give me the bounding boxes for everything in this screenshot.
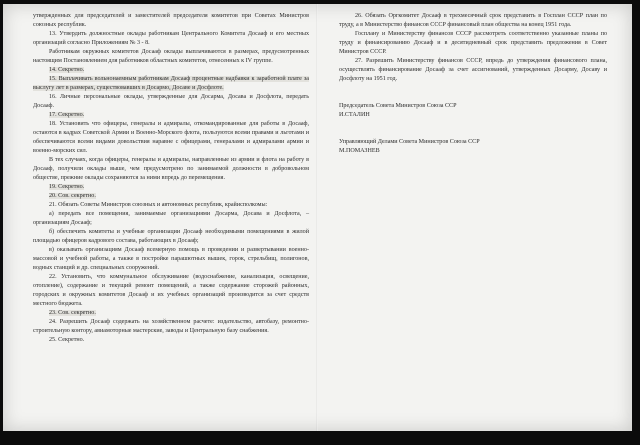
paragraph: Работникам окружных комитетов Досааф оклады выплачиваются в размерах, предусмотренных настоящим Постановлением для работников областных комитетов, отнесенных к IV группе. <box>33 49 309 64</box>
paragraph <box>33 183 309 192</box>
paragraph: В тех случаях, когда офицеры, генералы и адмиралы, направленные из армии и флота на работу в Досааф, получили оклады выше, чем предусмотрено по занимаемой должности в добровольном обществе, прежние оклады сохраняются за ними впредь до перемещения. <box>33 157 309 181</box>
highlighted-text: 23. Сов. секретно. <box>49 310 96 316</box>
signature-title: Председатель Совета Министров Союза ССР <box>339 103 457 109</box>
left-column <box>33 12 309 345</box>
paragraph <box>33 75 309 93</box>
document-page <box>3 4 632 431</box>
paragraph: 13. Утвердить должностные оклады работникам Центрального Комитета Досааф и его местных организаций согласно Приложениям № 3 - 8. <box>33 31 309 46</box>
paragraph: 22. Установить, что коммунальное обслуживание (водоснабжение, канализация, освещение, отопление), содержание и текущий ремонт помещений, а также содержание сторожей районных, городских и окружных комитетов Досааф и их учебных организаций производится за счет средств местного бюджета. <box>33 274 309 307</box>
right-column <box>339 12 607 156</box>
paragraph: 24. Разрешить Досааф содержать на хозяйственном расчете: издательство, автобазу, ремонтно-строительную контору, авиамоторные мастерские, заводы и Центральную базу снабжения. <box>33 319 309 334</box>
paragraph: утвержденных для председателей и заместителей председателя комитетов при Советах Министров союзных республик. <box>33 13 309 28</box>
signature-title: Управляющий Делами Совета Министров Союза ССР <box>339 139 480 145</box>
paragraph: 18. Установить что офицеры, генералы и адмиралы, откомандированные для работы в Досааф, остаются в кадрах Советской Армии и Военно-Морского флота, пользуются всеми правами и льготами и обеспечиваются всеми видами довольствия наравне с офицерами, генералами и адмиралами армии и военно-морских сил. <box>33 121 309 154</box>
highlighted-text: 20. Сов. секретно. <box>49 193 96 199</box>
highlighted-text: 19. Секретно. <box>49 184 85 190</box>
paragraph: 26. Обязать Оргкомитет Досааф в трехмесячный срок представить в Госплан СССР план по труду, а в Министерство финансов СССР финансовый план общества на конец 1951 года. <box>339 13 607 28</box>
paragraph: 16. Личные персональные оклады, утвержденные для Досарма, Досава и Досфлота, передать Досааф. <box>33 94 309 109</box>
signature-block-manager <box>339 138 607 156</box>
paragraph: 25. Секретно. <box>49 337 85 343</box>
highlighted-text: 15. Выплачивать вольнонаемным работникам Досааф процентные надбавки к заработной плате за выслугу лет в размерах, существовавших в Досармо, Досаве и Досфлоте. <box>33 76 309 91</box>
highlighted-text: 14. Секретно. <box>49 67 85 73</box>
paragraph: а) передать все помещения, занимаемые организациями Досарма, Досава и Досфлота, – организациям Досааф; <box>33 211 309 226</box>
paragraph: в) оказывать организациям Досааф всемерную помощь в проведении и развертывании военно-массовой и учебной работы, а также в постройке парашютных вышек, горок, стрельбищ, полигонов, водных станций и др. специальных сооружений. <box>33 247 309 271</box>
paragraph: Госплану и Министерству финансов СССР рассмотреть соответственно указанные планы по труду и финансированию Досааф и в десятидневный срок представить предложения в Совет Министров СССР. <box>339 31 607 55</box>
paragraph <box>33 66 309 75</box>
paragraph <box>33 111 309 120</box>
paragraph: 21. Обязать Советы Министров союзных и автономных республик, крайисполкомы: <box>49 202 268 208</box>
signature-block-chairman <box>339 102 607 120</box>
right-paragraphs <box>339 12 607 84</box>
paragraph <box>33 192 309 201</box>
paragraph <box>33 309 309 318</box>
highlighted-text: 17. Секретно. <box>49 112 85 118</box>
paragraph: 27. Разрешить Министерству финансов СССР, впредь до утверждения финансового плана, осуществлять финансирование Досааф за счет ассигнований, утвержденных Досарму, Досаву и Досфлоту на 1951 год. <box>339 58 607 82</box>
page-fold <box>316 4 318 431</box>
signature-name: И.СТАЛИН <box>339 112 370 118</box>
signature-name: М.ПОМАЗНЕВ <box>339 148 380 154</box>
paragraph: б) обеспечить комитеты и учебные организации Досааф необходимыми помещениями в жилой площадью офицеров кадрового состава, работающих в Досааф; <box>33 229 309 244</box>
